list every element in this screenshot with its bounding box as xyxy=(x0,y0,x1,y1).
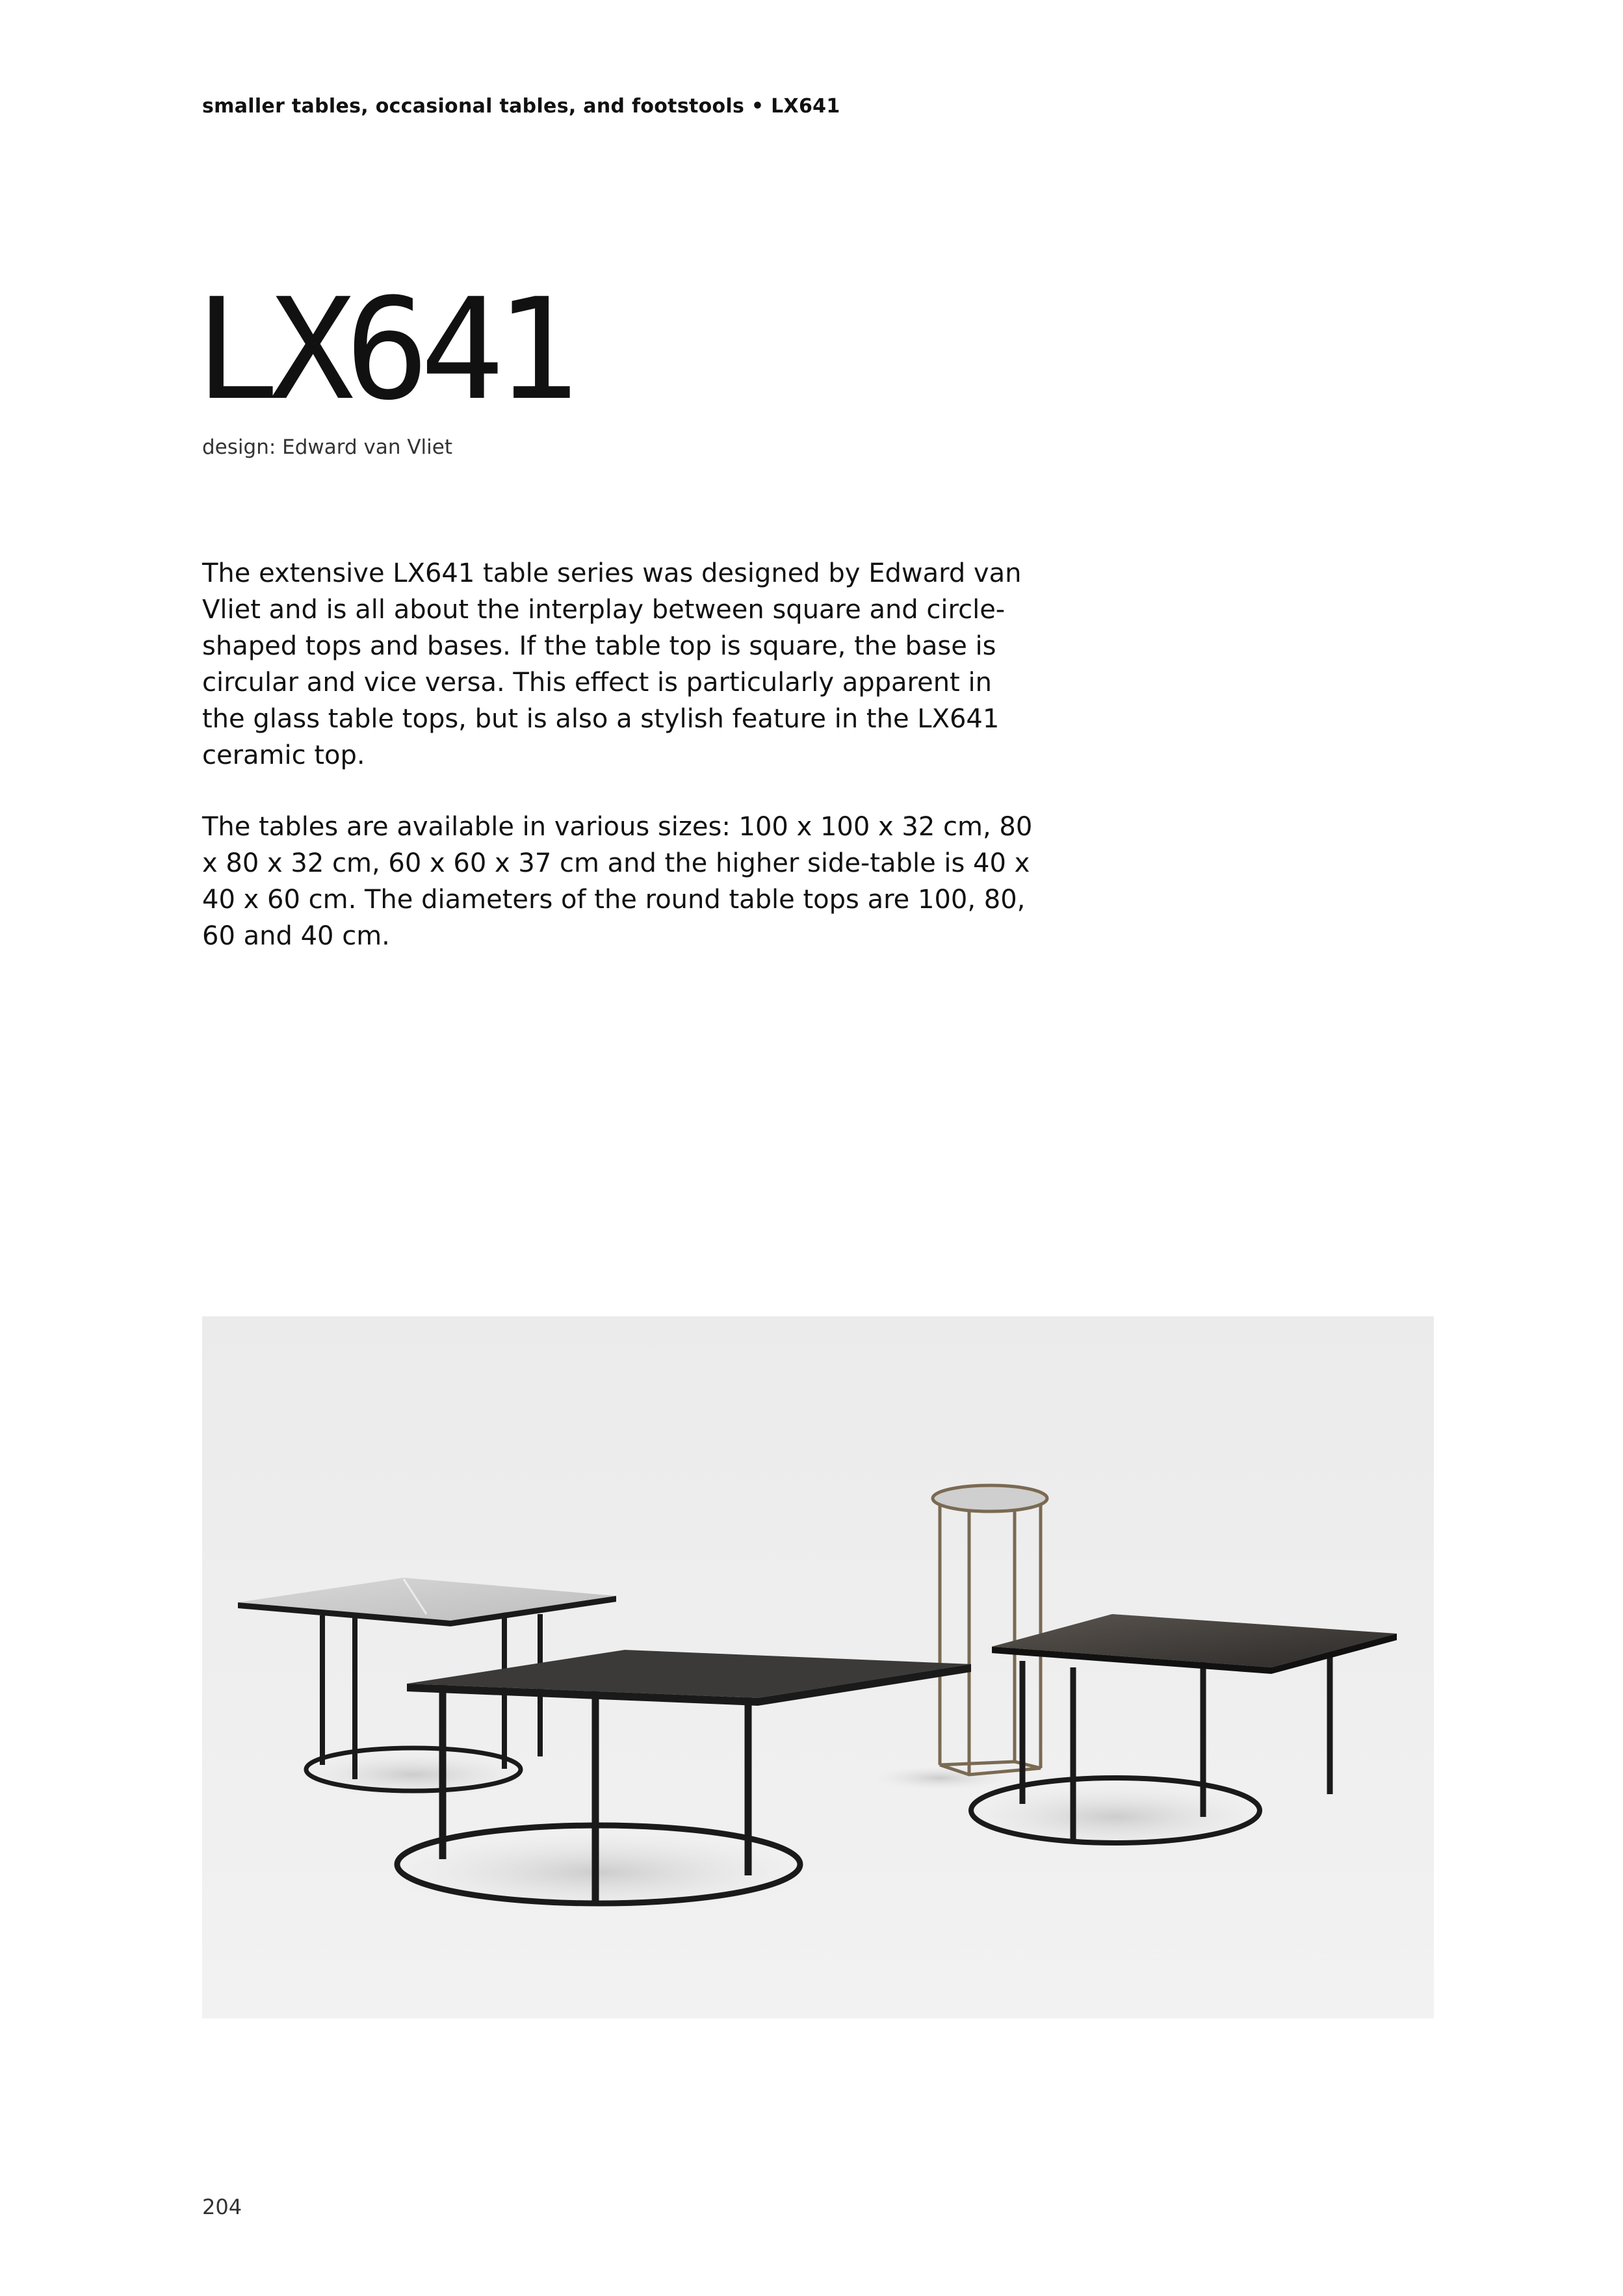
running-header: smaller tables, occasional tables, and footstools • LX641 xyxy=(202,95,840,118)
page-number: 204 xyxy=(202,2195,242,2219)
product-title: LX641 xyxy=(195,268,571,431)
description-paragraph-1: The extensive LX641 table series was designed by Edward van Vliet and is all about the interplay between square and circle-shaped tops and bases. If the table top is square, the base is circular and vice versa. This effect is particularly apparent in the glass table tops, but is also a stylish feature in the LX641 ceramic top. xyxy=(202,558,1022,770)
product-photo xyxy=(202,1316,1434,2018)
designer-credit: design: Edward van Vliet xyxy=(202,436,452,459)
product-photo-illustration xyxy=(202,1316,1434,2018)
description-paragraph-2: The tables are available in various sizes: 100 x 100 x 32 cm, 80 x 80 x 32 cm, 60 x 60 x 37 cm and the higher side-table is 40 x 40 x 60 cm. The diameters of the round table tops are 100, 80, 60 and 40 cm. xyxy=(202,812,1033,951)
